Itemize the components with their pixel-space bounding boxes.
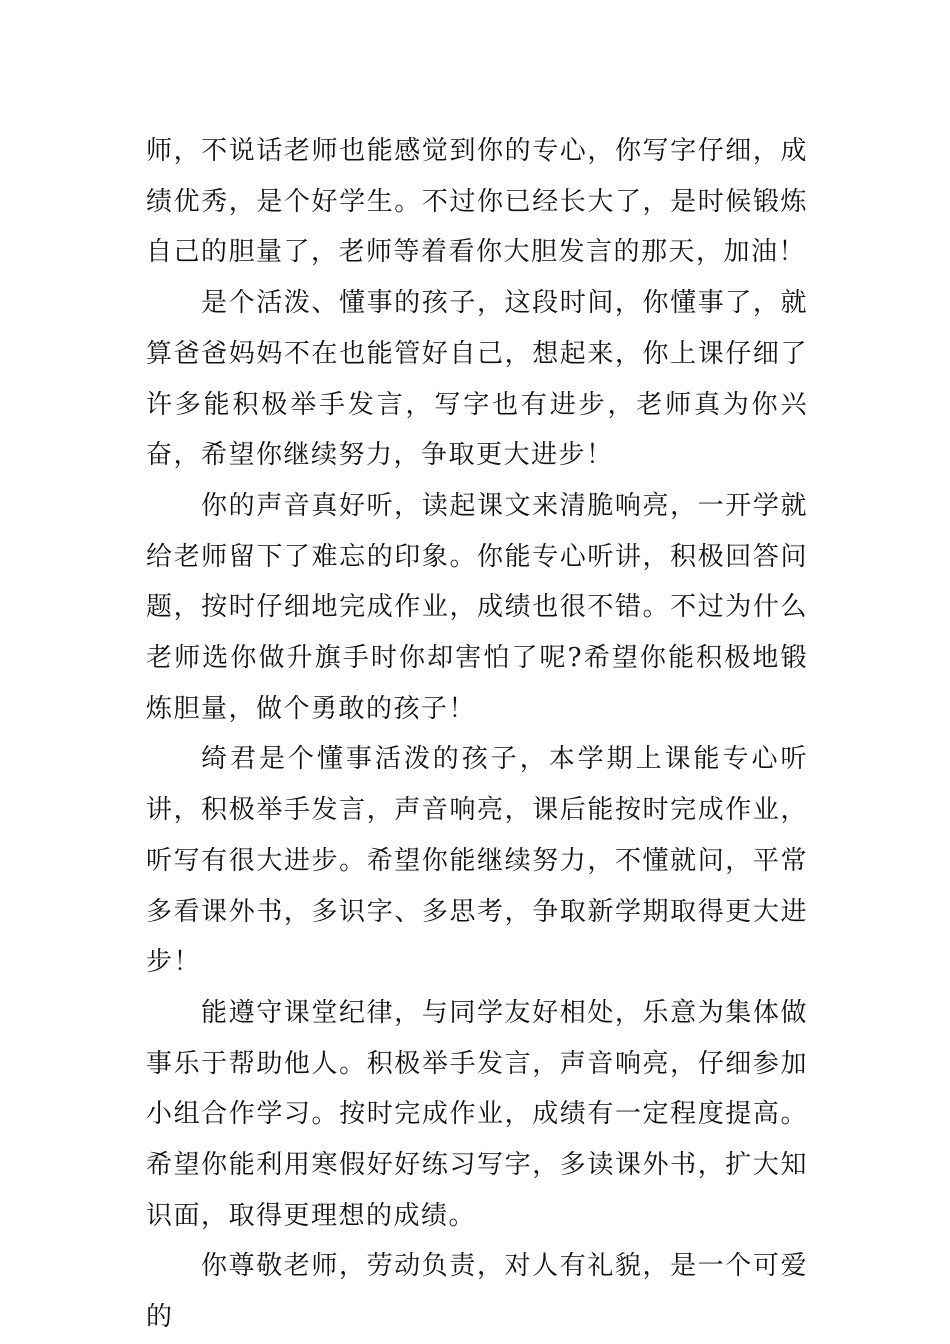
document-body — [146, 126, 808, 1343]
paragraph-2: 是个活泼、懂事的孩子，这段时间，你懂事了，就算爸爸妈妈不在也能管好自己，想起来，你上课仔细了许多能积极举手发言，写字也有进步，老师真为你兴奋，希望你继续努力，争取更大进步！ — [146, 288, 808, 471]
paragraph-4: 绮君是个懂事活泼的孩子，本学期上课能专心听讲，积极举手发言，声音响亮，课后能按时完成作业，听写有很大进步。希望你能继续努力，不懂就问，平常多看课外书，多识字、多思考，争取新学期取得更大进步！ — [146, 744, 808, 978]
paragraph-6: 你尊敬老师，劳动负责，对人有礼貌，是一个可爱的 — [146, 1251, 808, 1333]
paragraph-3: 你的声音真好听，读起课文来清脆响亮，一开学就给老师留下了难忘的印象。你能专心听讲，积极回答问题，按时仔细地完成作业，成绩也很不错。不过为什么老师选你做升旗手时你却害怕了呢?希望你能积极地锻炼胆量，做个勇敢的孩子！ — [146, 490, 808, 724]
paragraph-1: 师，不说话老师也能感觉到你的专心，你写字仔细，成绩优秀，是个好学生。不过你已经长大了，是时候锻炼自己的胆量了，老师等着看你大胆发言的那天，加油！ — [146, 136, 808, 268]
paragraph-5: 能遵守课堂纪律，与同学友好相处，乐意为集体做事乐于帮助他人。积极举手发言，声音响亮，仔细参加小组合作学习。按时完成作业，成绩有一定程度提高。希望你能利用寒假好好练习写字，多读课外书，扩大知识面，取得更理想的成绩。 — [146, 997, 808, 1231]
